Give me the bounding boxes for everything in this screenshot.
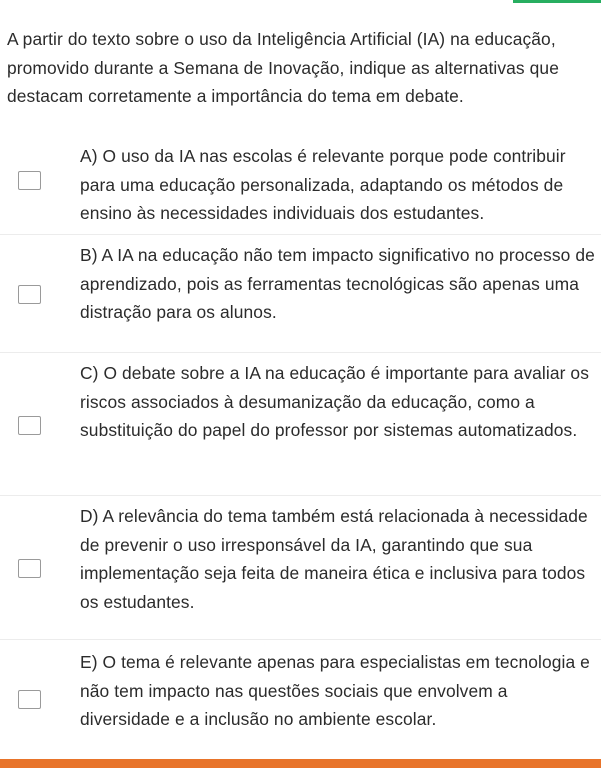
progress-bar (0, 759, 601, 768)
checkbox-option-b[interactable] (18, 285, 41, 304)
progress-bar-fill (0, 759, 601, 768)
checkbox-option-c[interactable] (18, 416, 41, 435)
option-c[interactable] (0, 353, 601, 496)
option-d[interactable] (0, 496, 601, 640)
option-e[interactable] (0, 640, 601, 757)
option-d-text: D) A relevância do tema também está relacionada à necessidade de prevenir o uso irresponsável da IA, garantindo que sua implementação seja feita de maneira ética e inclusiva para todos os estudantes. (80, 506, 588, 612)
option-a[interactable] (0, 136, 601, 235)
checkbox-option-d[interactable] (18, 559, 41, 578)
checkbox-option-a[interactable] (18, 171, 41, 190)
option-e-text: E) O tema é relevante apenas para especialistas em tecnologia e não tem impacto nas questões sociais que envolvem a diversidade e a inclusão no ambiente escolar. (80, 652, 590, 729)
top-accent-bar (513, 0, 601, 3)
option-c-text: C) O debate sobre a IA na educação é importante para avaliar os riscos associados à desumanização da educação, como a substituição do papel do professor por sistemas automatizados. (80, 363, 589, 440)
checkbox-option-e[interactable] (18, 690, 41, 709)
option-b[interactable] (0, 235, 601, 353)
option-b-text: B) A IA na educação não tem impacto significativo no processo de aprendizado, pois as ferramentas tecnológicas são apenas uma distração para os alunos. (80, 245, 595, 322)
question-text: A partir do texto sobre o uso da Inteligência Artificial (IA) na educação, promovido durante a Semana de Inovação, indique as alternativas que destacam corretamente a importância do tema em debate. (7, 29, 559, 106)
options-list (0, 136, 601, 757)
option-a-text: A) O uso da IA nas escolas é relevante porque pode contribuir para uma educação personalizada, adaptando os métodos de ensino às necessidades individuais dos estudantes. (80, 146, 566, 223)
